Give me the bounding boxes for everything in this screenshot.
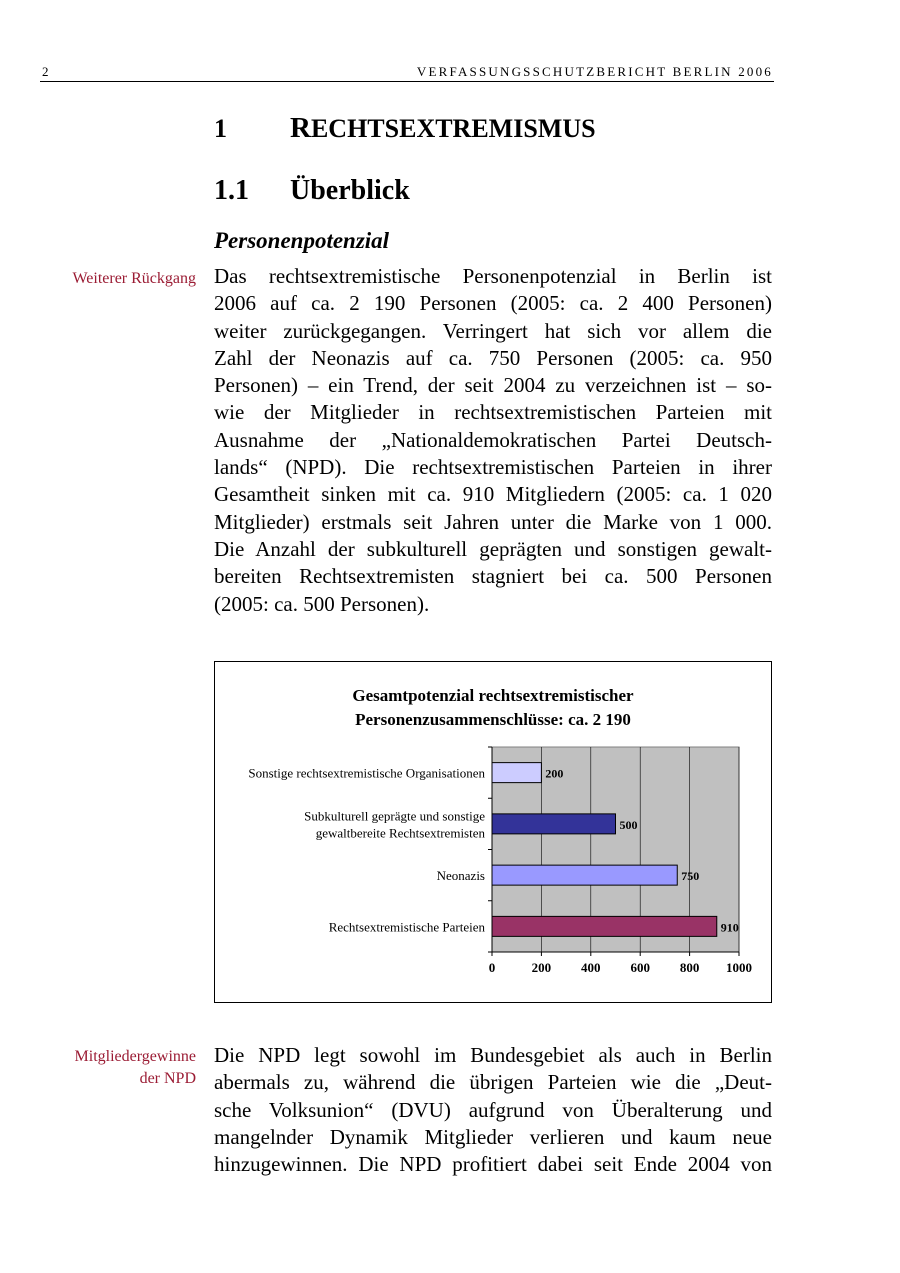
chapter-title-rest: ECHTSEXTREMISMUS <box>310 114 596 143</box>
text-line: Das rechtsextremistische Personenpotenzial in Berlin ist <box>214 264 772 288</box>
text-line: Die NPD legt sowohl im Bundesgebiet als auch in Berlin <box>214 1043 772 1067</box>
paragraph-personenpotenzial <box>214 263 772 618</box>
chart-container <box>214 661 772 1003</box>
category-label: Rechtsextremistische Parteien <box>328 919 485 935</box>
text-line: Zahl der Neonazis auf ca. 750 Personen (2005: ca. 950 <box>214 345 772 370</box>
x-tick-label: 0 <box>488 960 496 975</box>
bar-value-label: 750 <box>681 869 700 884</box>
bar-value-label: 500 <box>619 817 638 832</box>
text-line: hinzugewinnen. Die NPD profitiert dabei seit Ende 2004 von <box>214 1152 772 1177</box>
text-line: (2005: ca. 500 Personen). <box>214 591 430 616</box>
category-label: gewaltbereite Rechtsextremisten <box>315 825 485 841</box>
chapter-heading <box>214 112 596 145</box>
text-line: Ausnahme der „Nationaldemokratischen Partei Deutsch- <box>214 427 772 452</box>
text-line: wie der Mitglieder in rechtsextremistischen Parteien mit <box>214 400 772 425</box>
category-label: Neonazis <box>436 868 485 884</box>
bar-value-label: 910 <box>720 920 739 935</box>
text-line: mangelnder Dynamik Mitglieder verlieren und kaum neue <box>214 1124 772 1149</box>
bar <box>492 814 616 834</box>
section-title: Überblick <box>290 175 410 206</box>
margin-note-mitgliedergewinne <box>75 1046 196 1090</box>
text-line: abermals zu, während die übrigen Parteien wie die „Deut- <box>214 1070 772 1095</box>
chart-title-line1: Gesamtpotenzial rechtsextremistischer <box>352 686 634 705</box>
text-line: weiter zurückgegangen. Verringert hat sich vor allem die <box>214 318 772 343</box>
paragraph-npd <box>214 1042 772 1178</box>
x-tick-label: 200 <box>531 960 552 975</box>
margin-note-line: Mitgliedergewinne <box>74 1048 196 1065</box>
text-line: sche Volksunion“ (DVU) aufgrund von Überalterung und <box>214 1097 772 1122</box>
text-line: Die Anzahl der subkulturell geprägten und sonstigen gewalt- <box>214 536 772 561</box>
text-line: 2006 auf ca. 2 190 Personen (2005: ca. 2 400 Personen) <box>214 291 772 316</box>
chart-title-line2: Personenzusammenschlüsse: ca. 2 190 <box>355 710 631 729</box>
section-number: 1.1 <box>214 175 249 206</box>
category-label: Subkulturell geprägte und sonstige <box>304 808 485 824</box>
bar <box>492 763 541 783</box>
bar <box>492 865 677 885</box>
x-tick-label: 1000 <box>726 960 752 975</box>
bar <box>492 916 717 936</box>
page-number: 2 <box>42 64 49 79</box>
text-line: bereiten Rechtsextremisten stagniert bei ca. 500 Personen <box>214 564 772 589</box>
x-tick-label: 600 <box>630 960 650 975</box>
chapter-number: 1 <box>214 114 227 143</box>
margin-note-weiterer-rueckgang: Weiterer Rückgang <box>72 270 196 287</box>
x-tick-label: 400 <box>581 960 601 975</box>
x-tick-label: 800 <box>679 960 700 975</box>
text-line: lands“ (NPD). Die rechtsextremistischen Parteien in ihrer <box>214 455 772 480</box>
bar-chart <box>215 662 771 1002</box>
header-rule <box>40 81 774 82</box>
text-line: Personen) – ein Trend, der seit 2004 zu verzeichnen ist – so- <box>214 373 772 398</box>
section-heading <box>214 175 410 207</box>
running-title: VERFASSUNGSSCHUTZBERICHT BERLIN 2006 <box>416 64 773 79</box>
subsection-heading: Personenpotenzial <box>214 228 390 253</box>
chapter-title-initial: R <box>290 112 311 144</box>
category-label: Sonstige rechtsextremistische Organisationen <box>248 765 485 781</box>
margin-note-line: der NPD <box>139 1070 196 1087</box>
text-line: Gesamtheit sinken mit ca. 910 Mitgliedern (2005: ca. 1 020 <box>214 482 772 507</box>
text-line: Mitglieder) erstmals seit Jahren unter die Marke von 1 000. <box>214 509 772 534</box>
bar-value-label: 200 <box>545 766 564 781</box>
